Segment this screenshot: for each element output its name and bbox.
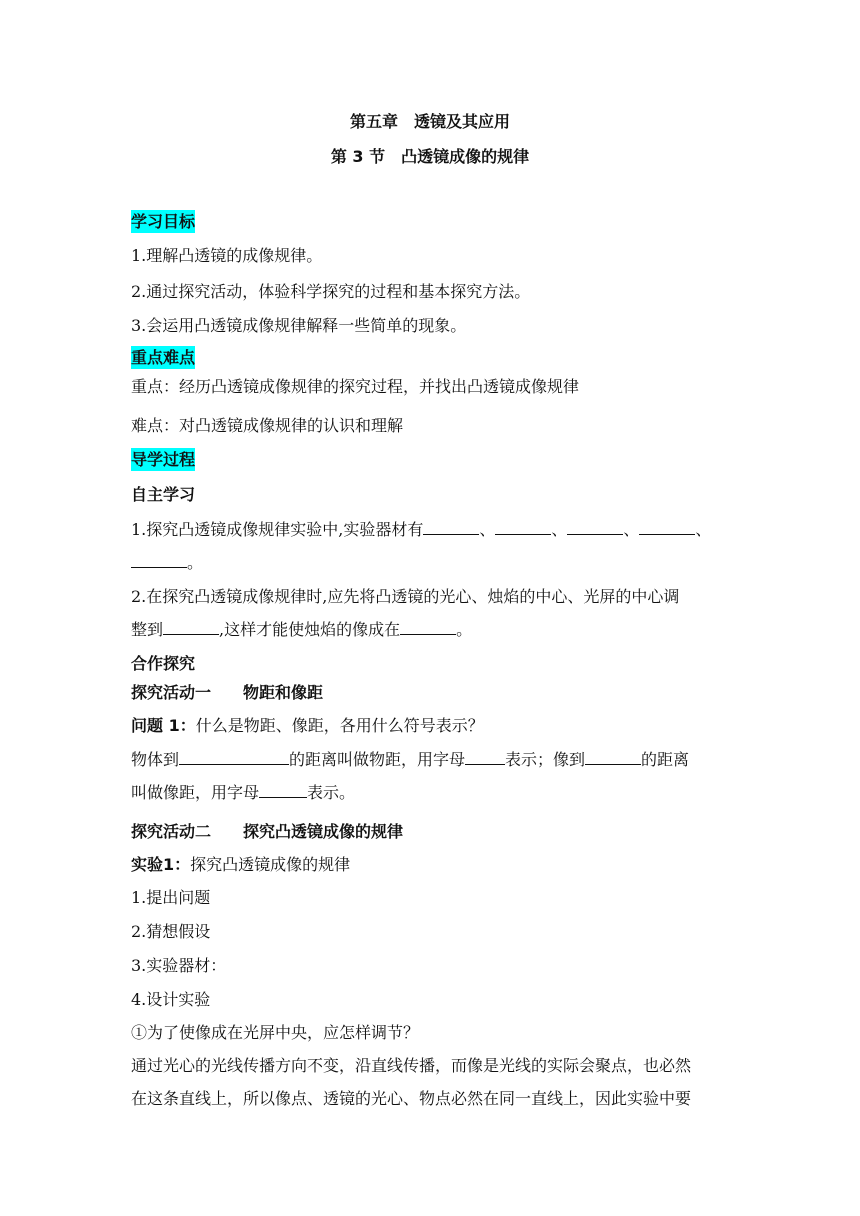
experiment-1-title: 探究凸透镜成像的规律 bbox=[190, 855, 351, 874]
blank-field[interactable] bbox=[639, 520, 695, 535]
blank-field[interactable] bbox=[400, 620, 456, 635]
focus-text: 重点：经历凸透镜成像规律的探究过程，并找出凸透镜成像规律 bbox=[131, 377, 580, 396]
goal-item: 3.会运用凸透镜成像规律解释一些简单的现象。 bbox=[131, 316, 467, 335]
adjust-question: ①为了使像成在光屏中央，应怎样调节？ bbox=[131, 1023, 420, 1042]
experiment-1-label: 实验1： bbox=[131, 855, 191, 874]
blank-field[interactable] bbox=[163, 620, 219, 635]
process-heading-row bbox=[131, 450, 731, 470]
activity-2-heading: 探究活动二 探究凸透镜成像的规律 bbox=[131, 822, 404, 841]
question-1-line1 bbox=[131, 520, 731, 540]
step-item: 3.实验器材： bbox=[131, 956, 227, 975]
blank-field[interactable] bbox=[423, 520, 479, 535]
separator: 、 bbox=[551, 520, 568, 539]
goal-item: 2.通过探究活动，体验科学探究的过程和基本探究方法。 bbox=[131, 282, 531, 301]
question-2-text: 整到 bbox=[131, 620, 164, 639]
section-title: 第 3 节 凸透镜成像的规律 bbox=[330, 147, 530, 166]
self-study-heading: 自主学习 bbox=[131, 485, 196, 504]
goals-heading: 学习目标 bbox=[131, 212, 196, 231]
blank-field[interactable] bbox=[495, 520, 551, 535]
keypoints-heading: 重点难点 bbox=[131, 348, 196, 367]
period: 。 bbox=[187, 553, 204, 572]
step-item: 1.提出问题 bbox=[131, 888, 211, 907]
chapter-title: 第五章 透镜及其应用 bbox=[349, 112, 510, 131]
explanation-line: 通过光心的光线传播方向不变，沿直线传播，而像是光线的实际会聚点，也必然 bbox=[131, 1056, 692, 1075]
blank-field[interactable] bbox=[179, 750, 289, 765]
question-1-label: 问题 1： bbox=[131, 716, 196, 735]
fill-line-2 bbox=[131, 783, 731, 803]
step-item: 4.设计实验 bbox=[131, 990, 211, 1009]
question-1-line2 bbox=[131, 553, 731, 573]
step-item: 2.猜想假设 bbox=[131, 922, 211, 941]
goal-item: 1.理解凸透镜的成像规律。 bbox=[131, 246, 323, 265]
blank-field[interactable] bbox=[567, 520, 623, 535]
question-1-prompt: 什么是物距、像距，各用什么符号表示？ bbox=[195, 716, 484, 735]
question-2-text: ,这样才能使烛焰的像成在 bbox=[219, 620, 401, 639]
process-heading: 导学过程 bbox=[131, 450, 196, 469]
fill-text: 物体到 bbox=[131, 750, 180, 769]
period: 。 bbox=[456, 620, 473, 639]
fill-text: 叫做像距，用字母 bbox=[131, 783, 260, 802]
fill-text: 表示。 bbox=[307, 783, 356, 802]
fill-line-1 bbox=[131, 750, 731, 770]
difficulty-text: 难点：对凸透镜成像规律的认识和理解 bbox=[131, 416, 404, 435]
question-2-line2 bbox=[131, 620, 731, 640]
blank-field[interactable] bbox=[259, 783, 307, 798]
blank-field[interactable] bbox=[465, 750, 505, 765]
separator: 、 bbox=[695, 520, 712, 539]
fill-text: 表示；像到 bbox=[505, 750, 586, 769]
experiment-1-row bbox=[131, 855, 731, 875]
fill-text: 的距离 bbox=[641, 750, 690, 769]
explanation-line: 在这条直线上，所以像点、透镜的光心、物点必然在同一直线上，因此实验中要 bbox=[131, 1089, 692, 1108]
question-2-line1: 2.在探究凸透镜成像规律时,应先将凸透镜的光心、烛焰的中心、光屏的中心调 bbox=[131, 587, 680, 606]
question-1-row bbox=[131, 716, 731, 736]
blank-field[interactable] bbox=[585, 750, 641, 765]
activity-1-heading: 探究活动一 物距和像距 bbox=[131, 683, 324, 702]
goals-heading-row bbox=[131, 212, 731, 232]
question-1-text: 1.探究凸透镜成像规律实验中,实验器材有 bbox=[131, 520, 424, 539]
separator: 、 bbox=[479, 520, 496, 539]
keypoints-heading-row bbox=[131, 348, 731, 368]
fill-text: 的距离叫做物距，用字母 bbox=[289, 750, 466, 769]
coop-heading: 合作探究 bbox=[131, 654, 196, 673]
blank-field[interactable] bbox=[131, 553, 187, 568]
separator: 、 bbox=[623, 520, 640, 539]
